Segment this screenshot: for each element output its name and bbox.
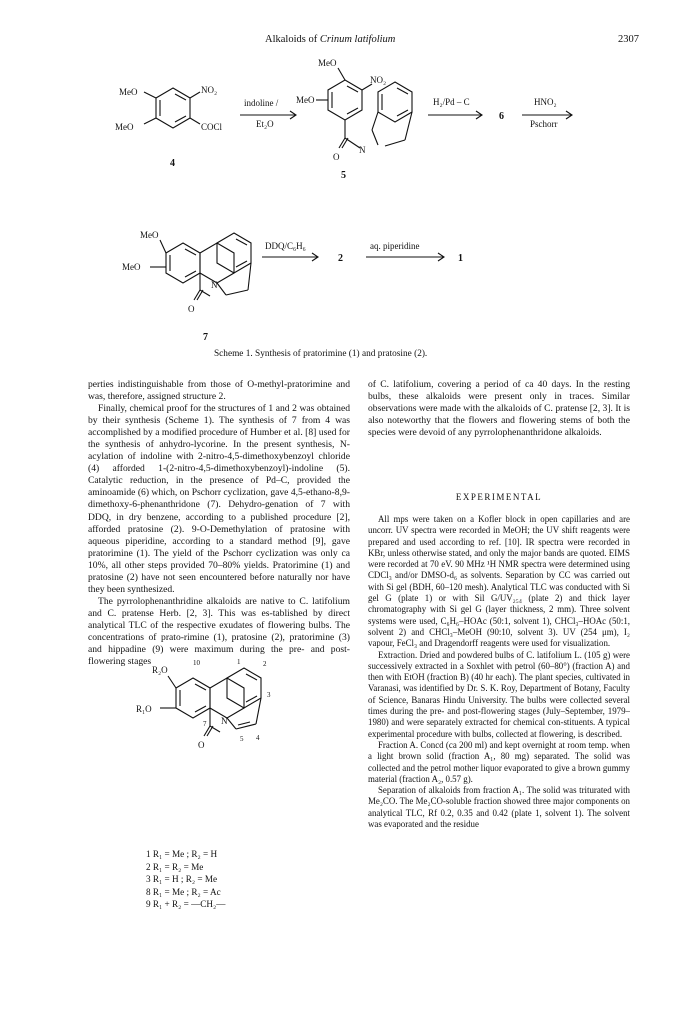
label-o: O — [333, 152, 340, 162]
reagent-h2-pd: H₂/Pd – C — [433, 97, 470, 107]
paragraph: Extraction. Dried and powdered bulbs of C. latifolium L. (105 g) were successively extracted in a Soxhlet with petrol (60–80°) (fraction A) and then with EtOH (fraction B) (40 hr each). The plant species, cultivated in Varanasi, was identified by Dr. S. K. Roy, Department of Botany, Faculty of Science, Banaras Hindu University. The bulbs were collected several times during the pre- and post-flowering stages (July–September, 1979–1980) and were separately extracted for chemical con-stituents. A typical experimental procedure with bulbs, collected at flowering, is described. — [368, 649, 630, 739]
label-r2o: R₂O — [152, 665, 168, 675]
scheme-caption: Scheme 1. Synthesis of pratorimine (1) and pratosine (2). — [214, 349, 428, 359]
locant: 7 — [203, 720, 207, 728]
locant: 4 — [256, 734, 260, 742]
right-column-experimental — [368, 514, 630, 830]
label-meo: MeO — [296, 95, 315, 105]
paragraph: All mps were taken on a Kofler block in open capillaries and are uncorr. UV spectra were recorded in MeOH; the UV shift reagents were prepared and used according to ref. [10]. IR spectra were recorded in KBr, unless otherwise stated, and only the major bands are quoted. EIMS were recorded at 70 eV. 90 MHz ¹H NMR spectra were determined using CDCl₃ and/or DMSO-d₆ as solvents. Separation by CC was carried out with Si gel (BDH, 60–120 mesh). Analytical TLC was conducted with Si gel G (plate 1) or with Sil G/UV₂₅₄ (plate 2) and thick layer chromatography with Si gel G (layer thickness, 2 mm). Three solvent systems were used, C₆H₆–HOAc (50:1, solvent 1), CHCl₃–HOAc (50:1, solvent 2) and CHCl₃–MeOH (90:10, solvent 3). UV (254 μm), I₂ vapour, FeCl₃ and Dragendorff reagents were used for visualization. — [368, 514, 630, 649]
locant: 1 — [237, 658, 241, 666]
legend-entry: 8 R₁ = Me ; R₂ = Ac — [146, 886, 221, 897]
left-column — [88, 379, 350, 668]
label-no2: NO₂ — [370, 75, 387, 85]
label-o: O — [198, 740, 205, 750]
legend-entry: 2 R₁ = R₂ = Me — [146, 861, 204, 872]
label-r1o: R₁O — [136, 704, 152, 714]
compound-5-label: 5 — [341, 170, 346, 181]
paragraph: The pyrrolophenanthridine alkaloids are native to C. latifolium and C. pratense Herb. [2, 3]. This was es-tablished by direct analytical TLC of the respective exudates of flowering bulbs. The concentrations of prato-rimine (1), pratosine (2), pratorimine (3) and hippadine (9) were maximum during the pre- and post-flowering stages — [88, 595, 350, 668]
label-o: O — [188, 304, 195, 314]
legend-entry: 3 R₁ = H ; R₂ = Me — [146, 874, 218, 885]
locant: 3 — [267, 691, 271, 699]
legend-entry: 9 R₁ + R₂ = —CH₂— — [146, 899, 226, 910]
running-head: Alkaloids of Crinum latifolium — [265, 34, 396, 45]
locant: 5 — [240, 735, 244, 743]
paragraph: perties indistinguishable from those of O-methyl-pratorimine and was, therefore, assigned structure 2. — [88, 379, 350, 403]
reagent-hno2: HNO₂ — [534, 97, 557, 107]
label-cocl: COCl — [201, 122, 223, 132]
label-no2: NO₂ — [201, 85, 218, 95]
reagent-pschorr: Pschorr — [530, 119, 558, 129]
compound-1-label: 1 — [458, 253, 463, 264]
label-meo: MeO — [140, 230, 159, 240]
scheme-diagram — [0, 0, 696, 370]
label-meo: MeO — [119, 87, 138, 97]
label-n: N — [359, 145, 366, 155]
compound-4-label: 4 — [170, 158, 175, 169]
reagent-indoline: indoline / — [244, 98, 279, 108]
reagent-piperidine: aq. piperidine — [370, 241, 420, 251]
label-meo: MeO — [115, 122, 134, 132]
compound-7-label: 7 — [203, 332, 208, 343]
paragraph: of C. latifolium, covering a period of ca 40 days. In the resting bulbs, these alkaloids were present only in traces. Similar observations were made with the alkaloids of C. pratense [2, 3]. It is also noteworthy that the flowers and flowering stems of both the species were devoid of any pyrrolophenanthridone alkaloids. — [368, 379, 630, 439]
reagent-ddq: DDQ/C₆H₆ — [265, 241, 306, 251]
compound-6-label: 6 — [499, 111, 504, 122]
structure-legend — [146, 848, 225, 911]
paragraph: Separation of alkaloids from fraction A₁. The solid was triturated with Me₂CO. The Me₂CO-soluble fraction showed three major components on analytical TLC, Rf 0.2, 0.35 and 0.42 (plate 1, solvent 1). The solvent was evaporated and the residue — [368, 785, 630, 830]
paragraph: Fraction A. Concd (ca 200 ml) and kept overnight at room temp. when a light brown solid (fraction A₁, 80 mg) separated. The solid was collected and the petrol mother liquor evaporated to give a brown gummy material (fraction A₂, 0.57 g). — [368, 739, 630, 784]
locant: 2 — [263, 660, 267, 668]
reagent-et2o: Et₂O — [256, 119, 274, 129]
paragraph: Finally, chemical proof for the structures of 1 and 2 was obtained by their synthesis (Scheme 1). The synthesis of 7 from 4 was accomplished by a modified procedure of Humber et al. [8] used for the synthesis of anhydro-lycorine. In the present synthesis, N-acylation of indoline with 2-nitro-4,5-dimethoxybenzoyl chloride (4) afforded 1-(2-nitro-4,5-dimethoxybenzoyl)-indoline (5). Catalytic reduction, in the presence of Pd–C, provided the aminoamide (6) which, on Pschorr cyclization, gave 4,5-ethano-8,9-dimethoxy-6-phenanthridone (7). Dehydro-genation of 7 with DDQ, in dry benzene, according to a published procedure [2], afforded pratosine (2). 9-O-Demethylation of pratosine with aqueous piperidine, according to a standard method [9], gave pratorimine (1). The yield of the Pschorr cyclization was only ca 10%, all other steps provided 70–80% yields. Pratorimine (1) and pratosine (2) have not seen encountered before naturally nor have they been synthesized. — [88, 403, 350, 595]
label-n: N — [211, 280, 218, 290]
compound-2-label: 2 — [338, 253, 343, 264]
label-meo: MeO — [122, 262, 141, 272]
page-number: 2307 — [618, 34, 639, 45]
section-heading: EXPERIMENTAL — [455, 492, 543, 502]
label-n: N — [221, 716, 228, 726]
legend-entry: 1 R₁ = Me ; R₂ = H — [146, 849, 218, 859]
right-column — [368, 379, 630, 439]
locant: 10 — [193, 659, 200, 667]
label-meo: MeO — [318, 58, 337, 68]
